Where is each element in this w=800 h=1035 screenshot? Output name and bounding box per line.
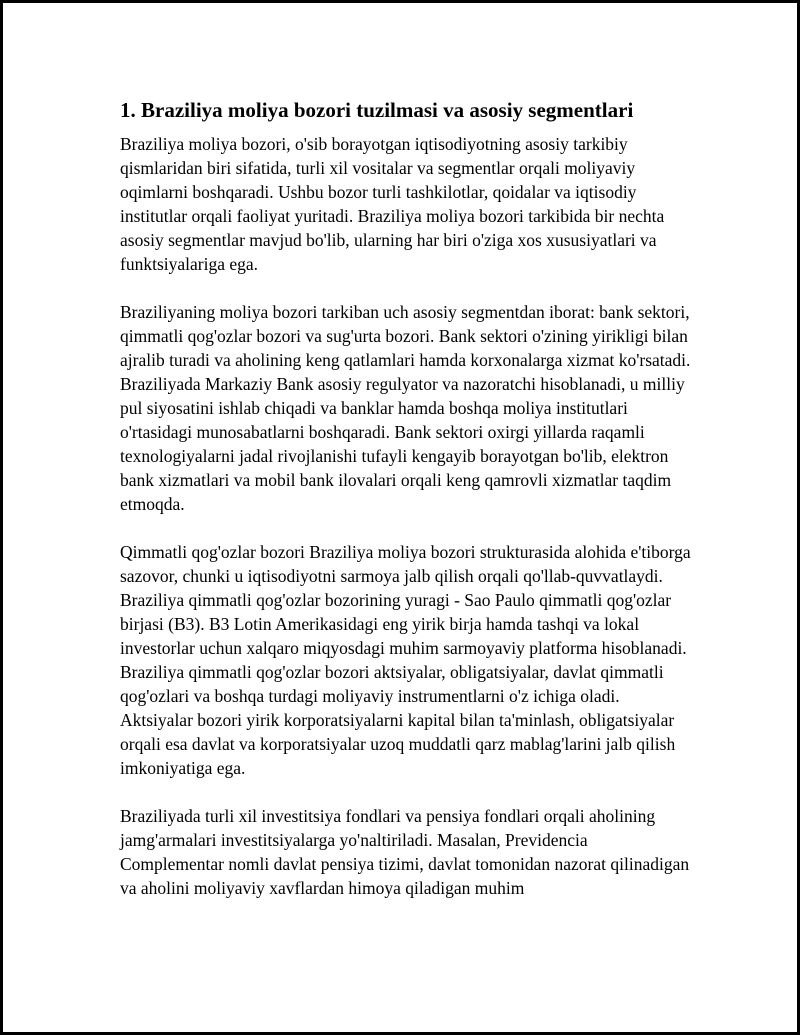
document-body xyxy=(120,96,695,924)
paragraph-3: Qimmatli qog'ozlar bozori Braziliya moliya bozori strukturasida alohida e'tiborga sazovor, chunki u iqtisodiyotni sarmoya jalb qilish orqali qo'llab-quvvatlaydi. Braziliya qimmatli qog'ozlar bozorining yuragi - Sao Paulo qimmatli qog'ozlar birjasi (B3). B3 Lotin Amerikasidagi eng yirik birja hamda tashqi va lokal investorlar uchun xalqaro miqyosdagi muhim sarmoyaviy platforma hisoblanadi. Braziliya qimmatli qog'ozlar bozori aktsiyalar, obligatsiyalar, davlat qimmatli qog'ozlari va boshqa turdagi moliyaviy instrumentlarni o'z ichiga oladi. Aktsiyalar bozori yirik korporatsiyalarni kapital bilan ta'minlash, obligatsiyalar orqali esa davlat va korporatsiyalar uzoq muddatli qarz mablag'larini jalb qilish imkoniyatiga ega. xyxy=(120,542,691,778)
paragraph-1: Braziliya moliya bozori, o'sib borayotgan iqtisodiyotning asosiy tarkibiy qismlaridan biri sifatida, turli xil vositalar va segmentlar orqali moliyaviy oqimlarni boshqaradi. Ushbu bozor turli tashkilotlar, qoidalar va iqtisodiy institutlar orqali faoliyat yuritadi. Braziliya moliya bozori tarkibida bir nechta asosiy segmentlar mavjud bo'lib, ularning har biri o'ziga xos xususiyatlari va funktsiyalariga ega. xyxy=(120,134,665,274)
section-heading: 1. Braziliya moliya bozori tuzilmasi va asosiy segmentlari xyxy=(120,98,634,122)
paragraph-2: Braziliyaning moliya bozori tarkiban uch asosiy segmentdan iborat: bank sektori, qimmatli qog'ozlar bozori va sug'urta bozori. Bank sektori o'zining yirikligi bilan ajralib turadi va aholining keng qatlamlari hamda korxonalarga xizmat ko'rsatadi. Braziliyada Markaziy Bank asosiy regulyator va nazoratchi hisoblanadi, u milliy pul siyosatini ishlab chiqadi va banklar hamda boshqa moliya institutlari o'rtasidagi munosabatlarni boshqaradi. Bank sektori oxirgi yillarda raqamli texnologiyalarni jadal rivojlanishi tufayli kengayib borayotgan bo'lib, elektron bank xizmatlari va mobil bank ilovalari orqali keng qamrovli xizmatlar taqdim etmoqda. xyxy=(120,302,691,514)
paragraph-4: Braziliyada turli xil investitsiya fondlari va pensiya fondlari orqali aholining jamg'armalari investitsiyalarga yo'naltiriladi. Masalan, Previdencia Complementar nomli davlat pensiya tizimi, davlat tomonidan nazorat qilinadigan va aholini moliyaviy xavflardan himoya qiladigan muhim xyxy=(120,806,690,898)
